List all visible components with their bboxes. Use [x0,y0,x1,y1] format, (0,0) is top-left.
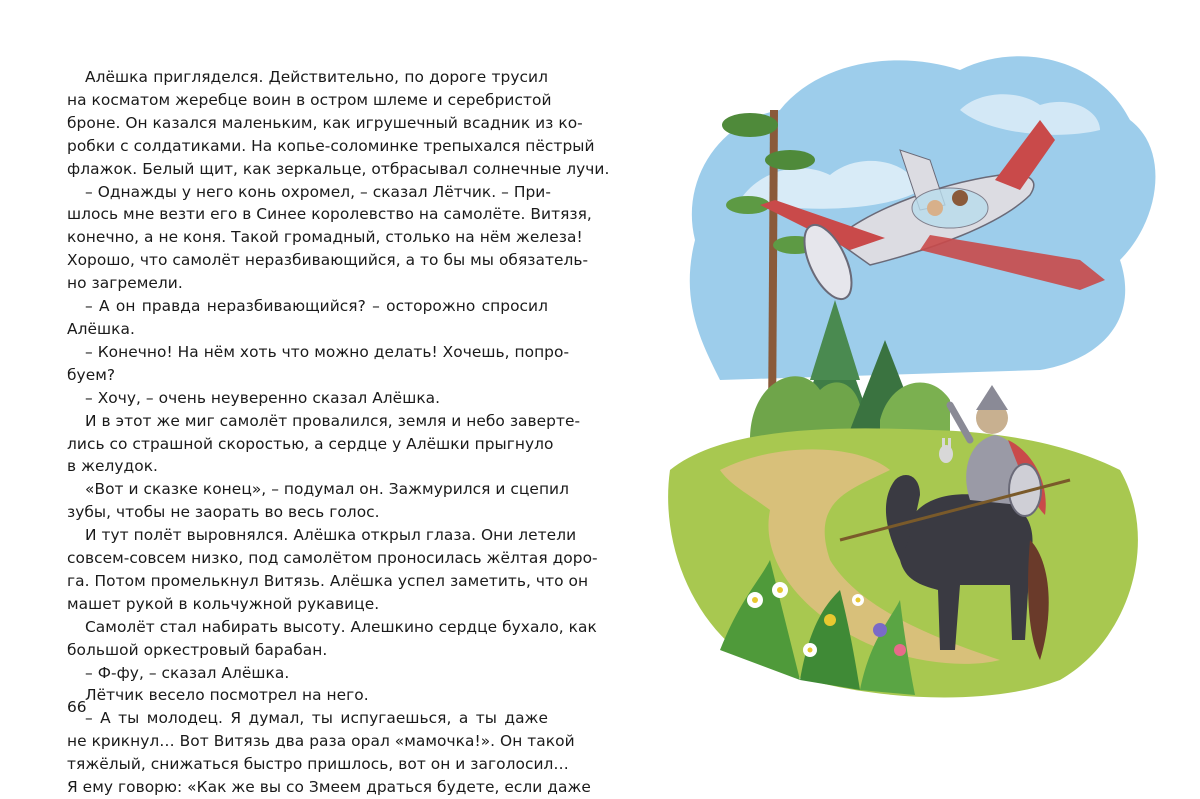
story-text [67,66,610,799]
illustration [600,0,1200,768]
text-line: буем? [67,365,116,384]
text-line: – А ты молодец. Я думал, ты испугаешься, а ты даже [85,709,548,728]
text-line: га. Потом промелькнул Витязь. Алёшка успел заметить, что он [67,571,589,590]
text-line: Хорошо, что самолёт неразбивающийся, а то бы мы обязатель- [67,251,589,270]
text-line: на косматом жеребце воин в остром шлеме и серебристой [67,90,552,109]
text-line: Алёшка. [67,319,135,338]
text-line: броне. Он казался маленьким, как игрушечный всадник из ко- [67,113,583,132]
text-line: в желудок. [67,457,158,476]
text-line: Лётчик весело посмотрел на него. [85,686,369,705]
text-line: шлось мне везти его в Синее королевство на самолёте. Витязя, [67,205,592,224]
text-line: – Ф-фу, – сказал Алёшка. [85,663,290,682]
text-line: но загремели. [67,274,183,293]
text-line: совсем-совсем низко, под самолётом проносилась жёлтая доро- [67,549,598,568]
text-line: – Хочу, – очень неуверенно сказал Алёшка. [85,388,441,407]
text-line: – Конечно! На нём хоть что можно делать! Хочешь, попро- [85,342,570,361]
text-line: – А он правда неразбивающийся? – осторожно спросил [85,297,548,316]
text-line: тяжёлый, снижаться быстро пришлось, вот он и заголосил… [67,755,569,774]
text-line: – Однажды у него конь охромел, – сказал Лётчик. – При- [85,182,551,201]
text-line: И в этот же миг самолёт провалился, земля и небо заверте- [85,411,581,430]
page-number: 66 [67,698,87,716]
text-line: конечно, а не коня. Такой громадный, столько на нём железа! [67,228,583,247]
text-line: И тут полёт выровнялся. Алёшка открыл глаза. Они летели [85,526,577,545]
text-line: зубы, чтобы не заорать во весь голос. [67,503,380,522]
text-line: машет рукой в кольчужной рукавице. [67,594,380,613]
text-line: Я ему говорю: «Как же вы со Змеем драться будете, если даже [67,778,591,797]
text-line: Самолёт стал набирать высоту. Алешкино сердце бухало, как [85,617,597,636]
text-line: «Вот и сказке конец», – подумал он. Зажмурился и сцепил [85,480,569,499]
right-page [600,0,1200,768]
text-line: робки с солдатиками. На копье-соломинке трепыхался пёстрый [67,136,595,155]
text-line: не крикнул… Вот Витязь два раза орал «мамочка!». Он такой [67,732,575,751]
text-line: лись со страшной скоростью, а сердце у Алёшки прыгнуло [67,434,554,453]
text-line: большой оркестровый барабан. [67,640,328,659]
text-line: флажок. Белый щит, как зеркальце, отбрасывал солнечные лучи. [67,159,610,178]
text-line: Алёшка пригляделся. Действительно, по дороге трусил [85,68,548,86]
